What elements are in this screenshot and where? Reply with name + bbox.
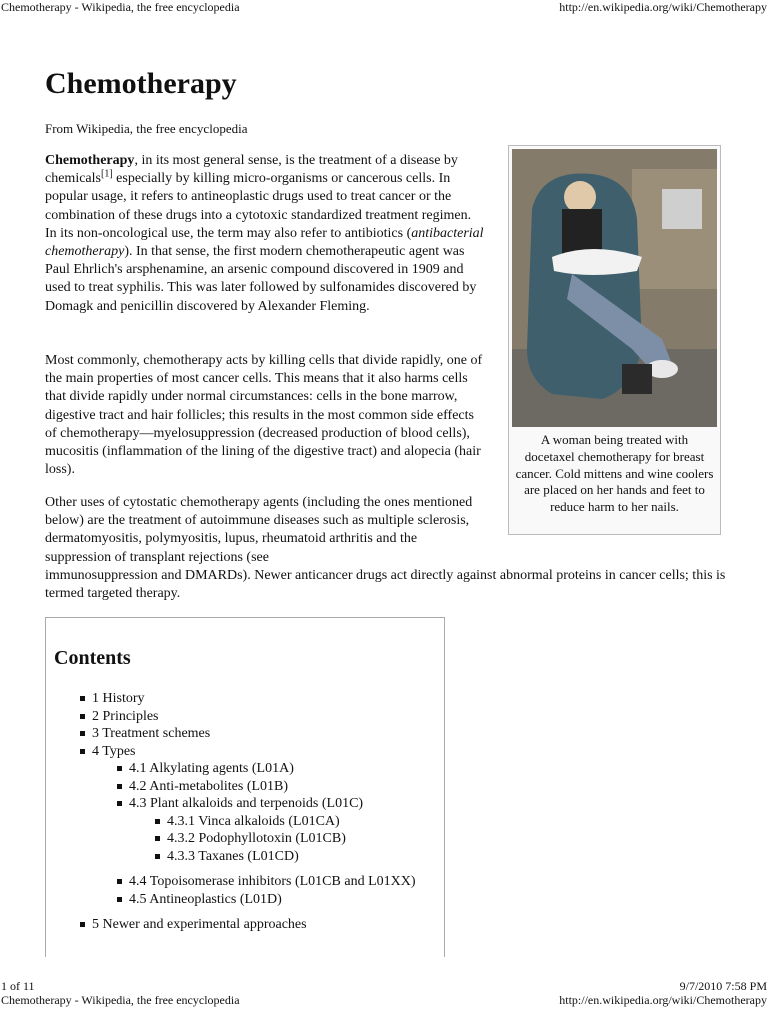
print-header — [0, 0, 768, 16]
tagline: From Wikipedia, the free encyclopedia — [45, 121, 248, 136]
toc-item-taxanes[interactable]: 4.3.3 Taxanes (L01CD) — [167, 849, 299, 864]
intro-text-b: especially by killing micro-organisms or cancerous cells. In popular usage, it refers to antineoplastic drugs used to treat cancer or the combination of these drugs into a cytotoxic standardized treatment regimen. In its non-oncological use, the term may also refer to antibiotics ( — [45, 171, 472, 241]
next-header-url: http://en.wikipedia.org/wiki/Chemotherapy — [559, 993, 767, 1007]
toc-item-antineoplastics[interactable]: 4.5 Antineoplastics (L01D) — [129, 892, 282, 907]
toc-item-alkylating-agents[interactable]: 4.1 Alkylating agents (L01A) — [129, 761, 294, 776]
next-header-title: Chemotherapy - Wikipedia, the free encyclopedia — [1, 993, 240, 1007]
header-page-title: Chemotherapy - Wikipedia, the free encyclopedia — [1, 0, 240, 14]
figure-thumbnail — [508, 145, 721, 535]
intro-text-c: ). In that sense, the first modern chemotherapeutic agent was Paul Ehrlich's arsphenamine, an arsenic compound discovered in 1909 and used to treat syphilis. This was later followed by sulfonamides discovered by Domagk and penicillin discovered by Alexander Fleming. — [45, 244, 477, 314]
toc-item-treatment-schemes[interactable]: 3 Treatment schemes — [92, 726, 211, 741]
toc-item-anti-metabolites[interactable]: 4.2 Anti-metabolites (L01B) — [129, 779, 289, 794]
intro-text-a: , in its most general sense, is the treatment of a disease by chemicals — [45, 153, 458, 187]
toc-item-plant-alkaloids[interactable]: 4.3 Plant alkaloids and terpenoids (L01C) — [129, 796, 364, 811]
header-url: http://en.wikipedia.org/wiki/Chemotherapy — [559, 0, 767, 14]
toc-item-vinca-alkaloids[interactable]: 4.3.1 Vinca alkaloids (L01CA) — [167, 814, 340, 829]
toc-item-principles[interactable]: 2 Principles — [92, 709, 159, 724]
toc-title: Contents — [54, 647, 131, 669]
toc-item-podophyllotoxin[interactable]: 4.3.2 Podophyllotoxin (L01CB) — [167, 831, 346, 846]
article-term: Chemotherapy — [45, 153, 135, 168]
intro-paragraph — [45, 152, 485, 316]
toc-item-types[interactable]: 4 Types — [92, 744, 136, 759]
citation-link[interactable]: [1] — [100, 168, 113, 180]
figure-caption: A woman being treated with docetaxel chemotherapy for breast cancer. Cold mittens and wine coolers are placed on her hands and feet to reduce harm to her nails. — [515, 432, 714, 515]
page-title: Chemotherapy — [45, 67, 237, 100]
table-of-contents — [45, 617, 445, 957]
toc-item-history[interactable]: 1 History — [92, 691, 145, 706]
mechanism-paragraph: Most commonly, chemotherapy acts by killing cells that divide rapidly, one of the main properties of most cancer cells. This means that it also harms cells that divide rapidly under normal circumstances: cells in the bone marrow, digestive tract and hair follicles; this results in the most common side effects of chemotherapy—myelosuppression (decreased production of blood cells), mucositis (inflammation of the lining of the digestive tract) and alopecia (hair loss). — [45, 353, 483, 478]
page-number: 1 of 11 — [1, 979, 35, 993]
other-uses-paragraph: Other uses of cytostatic chemotherapy agents (including the ones mentioned below) are the treatment of autoimmune diseases such as multiple sclerosis, dermatomyositis, polymyositis, lupus, rheumatoid arthritis and the suppression of transplant rejections (see — [45, 495, 473, 565]
intro-italic: antibacterial chemotherapy — [45, 225, 484, 260]
patient-photo-drawing — [512, 149, 717, 427]
toc-item-topoisomerase-inhibitors[interactable]: 4.4 Topoisomerase inhibitors (L01CB and L01XX) — [129, 874, 416, 889]
print-datetime: 9/7/2010 7:58 PM — [679, 979, 767, 993]
patient-photo[interactable] — [512, 149, 717, 427]
other-uses-paragraph-cont: immunosuppression and DMARDs). Newer anticancer drugs act directly against abnormal proteins in cancer cells; this is termed targeted therapy. — [45, 568, 726, 602]
toc-item-newer-approaches[interactable]: 5 Newer and experimental approaches — [92, 917, 307, 932]
